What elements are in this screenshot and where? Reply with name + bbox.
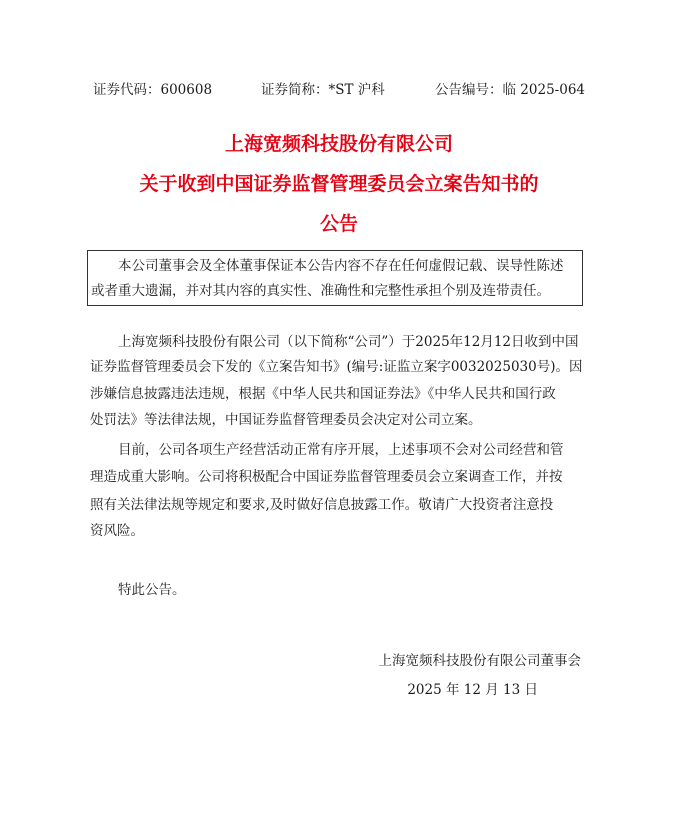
board-guarantee-notice [87, 250, 583, 306]
notice-line-2: 或者重大遗漏，并对其内容的真实性、准确性和完整性承担个别及连带责任。 [91, 283, 550, 299]
paragraph-1-line-2: 证券监督管理委员会下发的《立案告知书》(编号:证监立案字0032025030号)。因 [90, 359, 583, 375]
announcement-date: 2025 年 12 月 13 日 [407, 682, 538, 698]
title-company: 上海宽频科技股份有限公司 [224, 133, 453, 155]
notice-line-1: 本公司董事会及全体董事保证本公告内容不存在任何虚假记载、误导性陈述 [118, 258, 564, 274]
paragraph-2-line-4: 资风险。 [90, 523, 144, 539]
paragraph-2-line-3: 照有关法律法规等规定和要求,及时做好信息披露工作。敬请广大投资者注意投 [90, 497, 554, 513]
closing-statement: 特此公告。 [118, 582, 186, 598]
paragraph-1-line-1: 上海宽频科技股份有限公司（以下简称“公司”）于2025年12月12日收到中国 [118, 334, 579, 350]
announcement-header [93, 81, 585, 99]
announcement-number: 公告编号：临 2025-064 [435, 82, 585, 98]
paragraph-2-line-1: 目前，公司各项生产经营活动正常有序开展，上述事项不会对公司经营和管 [118, 442, 564, 458]
title-subject: 关于收到中国证券监督管理委员会立案告知书的 [139, 173, 539, 195]
paragraph-1-line-4: 处罚法》等法律法规，中国证券监督管理委员会决定对公司立案。 [90, 412, 482, 428]
paragraph-1-line-3: 涉嫌信息披露违法违规，根据《中华人民共和国证券法》《中华人民共和国行政 [90, 386, 556, 402]
paragraph-2-line-2: 理造成重大影响。公司将积极配合中国证券监督管理委员会立案调查工作，并按 [90, 469, 563, 485]
signatory-company: 上海宽频科技股份有限公司董事会 [378, 653, 581, 669]
stock-abbreviation: 证券简称：*ST 沪科 [261, 82, 385, 98]
title-announcement: 公告 [319, 213, 358, 235]
stock-code: 证券代码：600608 [93, 82, 213, 98]
